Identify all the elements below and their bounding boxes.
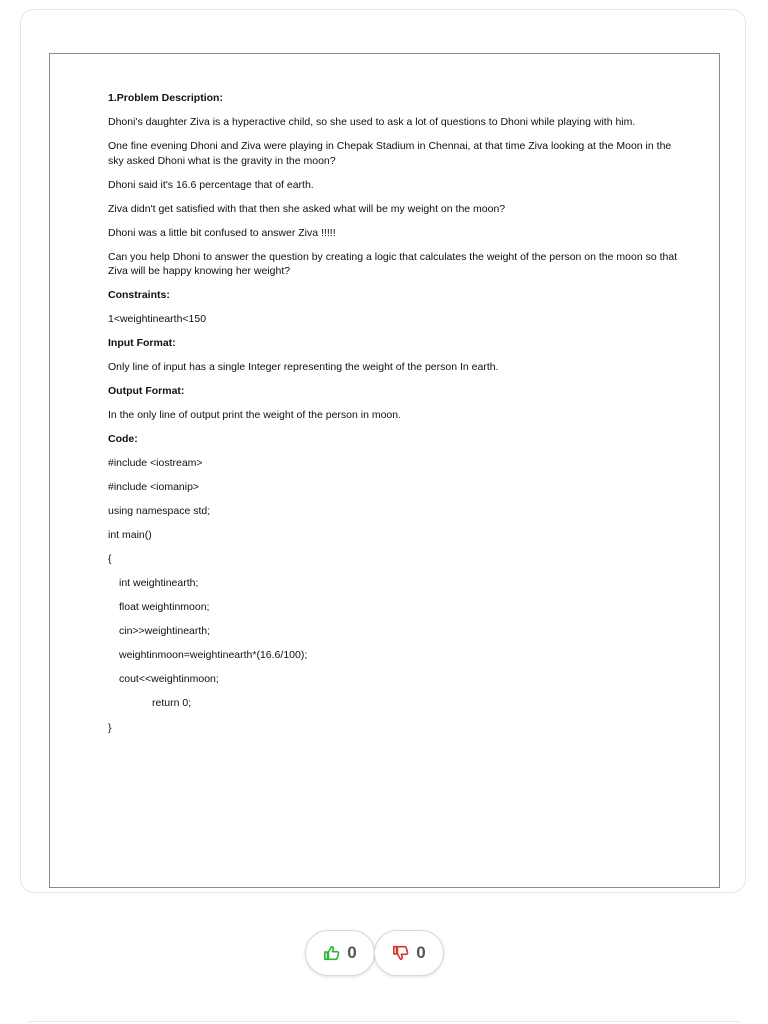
- code-line-include-iostream: #include <iostream>: [108, 457, 203, 469]
- document-frame: [49, 53, 720, 888]
- output-format-value: In the only line of output print the weight of the person in moon.: [108, 409, 402, 421]
- paragraph-1: Dhoni's daughter Ziva is a hyperactive child, so she used to ask a lot of questions to Dhoni while playing with him.: [108, 116, 636, 128]
- paragraph-2: One fine evening Dhoni and Ziva were playing in Chepak Stadium in Chennai, at that time Ziva looking at the Moon in the sky asked Dhoni what is the gravity in the moon?: [108, 140, 672, 167]
- code-line-decl-int: int weightinearth;: [119, 577, 199, 589]
- vote-bar: [305, 930, 447, 978]
- code-line-return: return 0;: [152, 697, 192, 709]
- upvote-button[interactable]: [305, 930, 375, 976]
- document-content: [108, 91, 678, 735]
- code-line-namespace: using namespace std;: [108, 505, 211, 517]
- paragraph-4: Ziva didn't get satisfied with that then she asked what will be my weight on the moon?: [108, 202, 506, 215]
- divider: [28, 1021, 740, 1022]
- code-line-include-iomanip: #include <iomanip>: [108, 481, 200, 493]
- output-format-label: Output Format:: [108, 385, 185, 397]
- paragraph-6: Can you help Dhoni to answer the question by creating a logic that calculates the weight of the person on the moon so that Ziva will be happy knowing her weight?: [108, 250, 678, 277]
- code-line-decl-float: float weightinmoon;: [119, 601, 210, 613]
- paragraph-3: Dhoni said it's 16.6 percentage that of earth.: [108, 178, 314, 191]
- paragraph-5: Dhoni was a little bit confused to answer Ziva !!!!!: [108, 226, 336, 239]
- code-line-main: int main(): [108, 529, 152, 541]
- code-line-close-brace: }: [108, 721, 112, 734]
- code-line-cin: cin>>weightinearth;: [119, 625, 211, 637]
- thumbs-up-icon: [323, 944, 341, 962]
- constraints-label: Constraints:: [108, 289, 170, 301]
- upvote-count: 0: [347, 943, 357, 962]
- problem-heading: 1.Problem Description:: [108, 92, 223, 104]
- input-format-value: Only line of input has a single Integer representing the weight of the person In earth.: [108, 361, 499, 373]
- code-line-calc: weightinmoon=weightinearth*(16.6/100);: [119, 649, 308, 661]
- code-label: Code:: [108, 433, 138, 445]
- input-format-label: Input Format:: [108, 337, 176, 349]
- downvote-button[interactable]: [374, 930, 444, 976]
- thumbs-down-icon: [392, 944, 410, 962]
- constraints-value: 1<weightinearth<150: [108, 313, 207, 325]
- downvote-count: 0: [416, 943, 426, 962]
- code-line-open-brace: {: [108, 553, 112, 565]
- code-line-cout: cout<<weightinmoon;: [119, 673, 219, 685]
